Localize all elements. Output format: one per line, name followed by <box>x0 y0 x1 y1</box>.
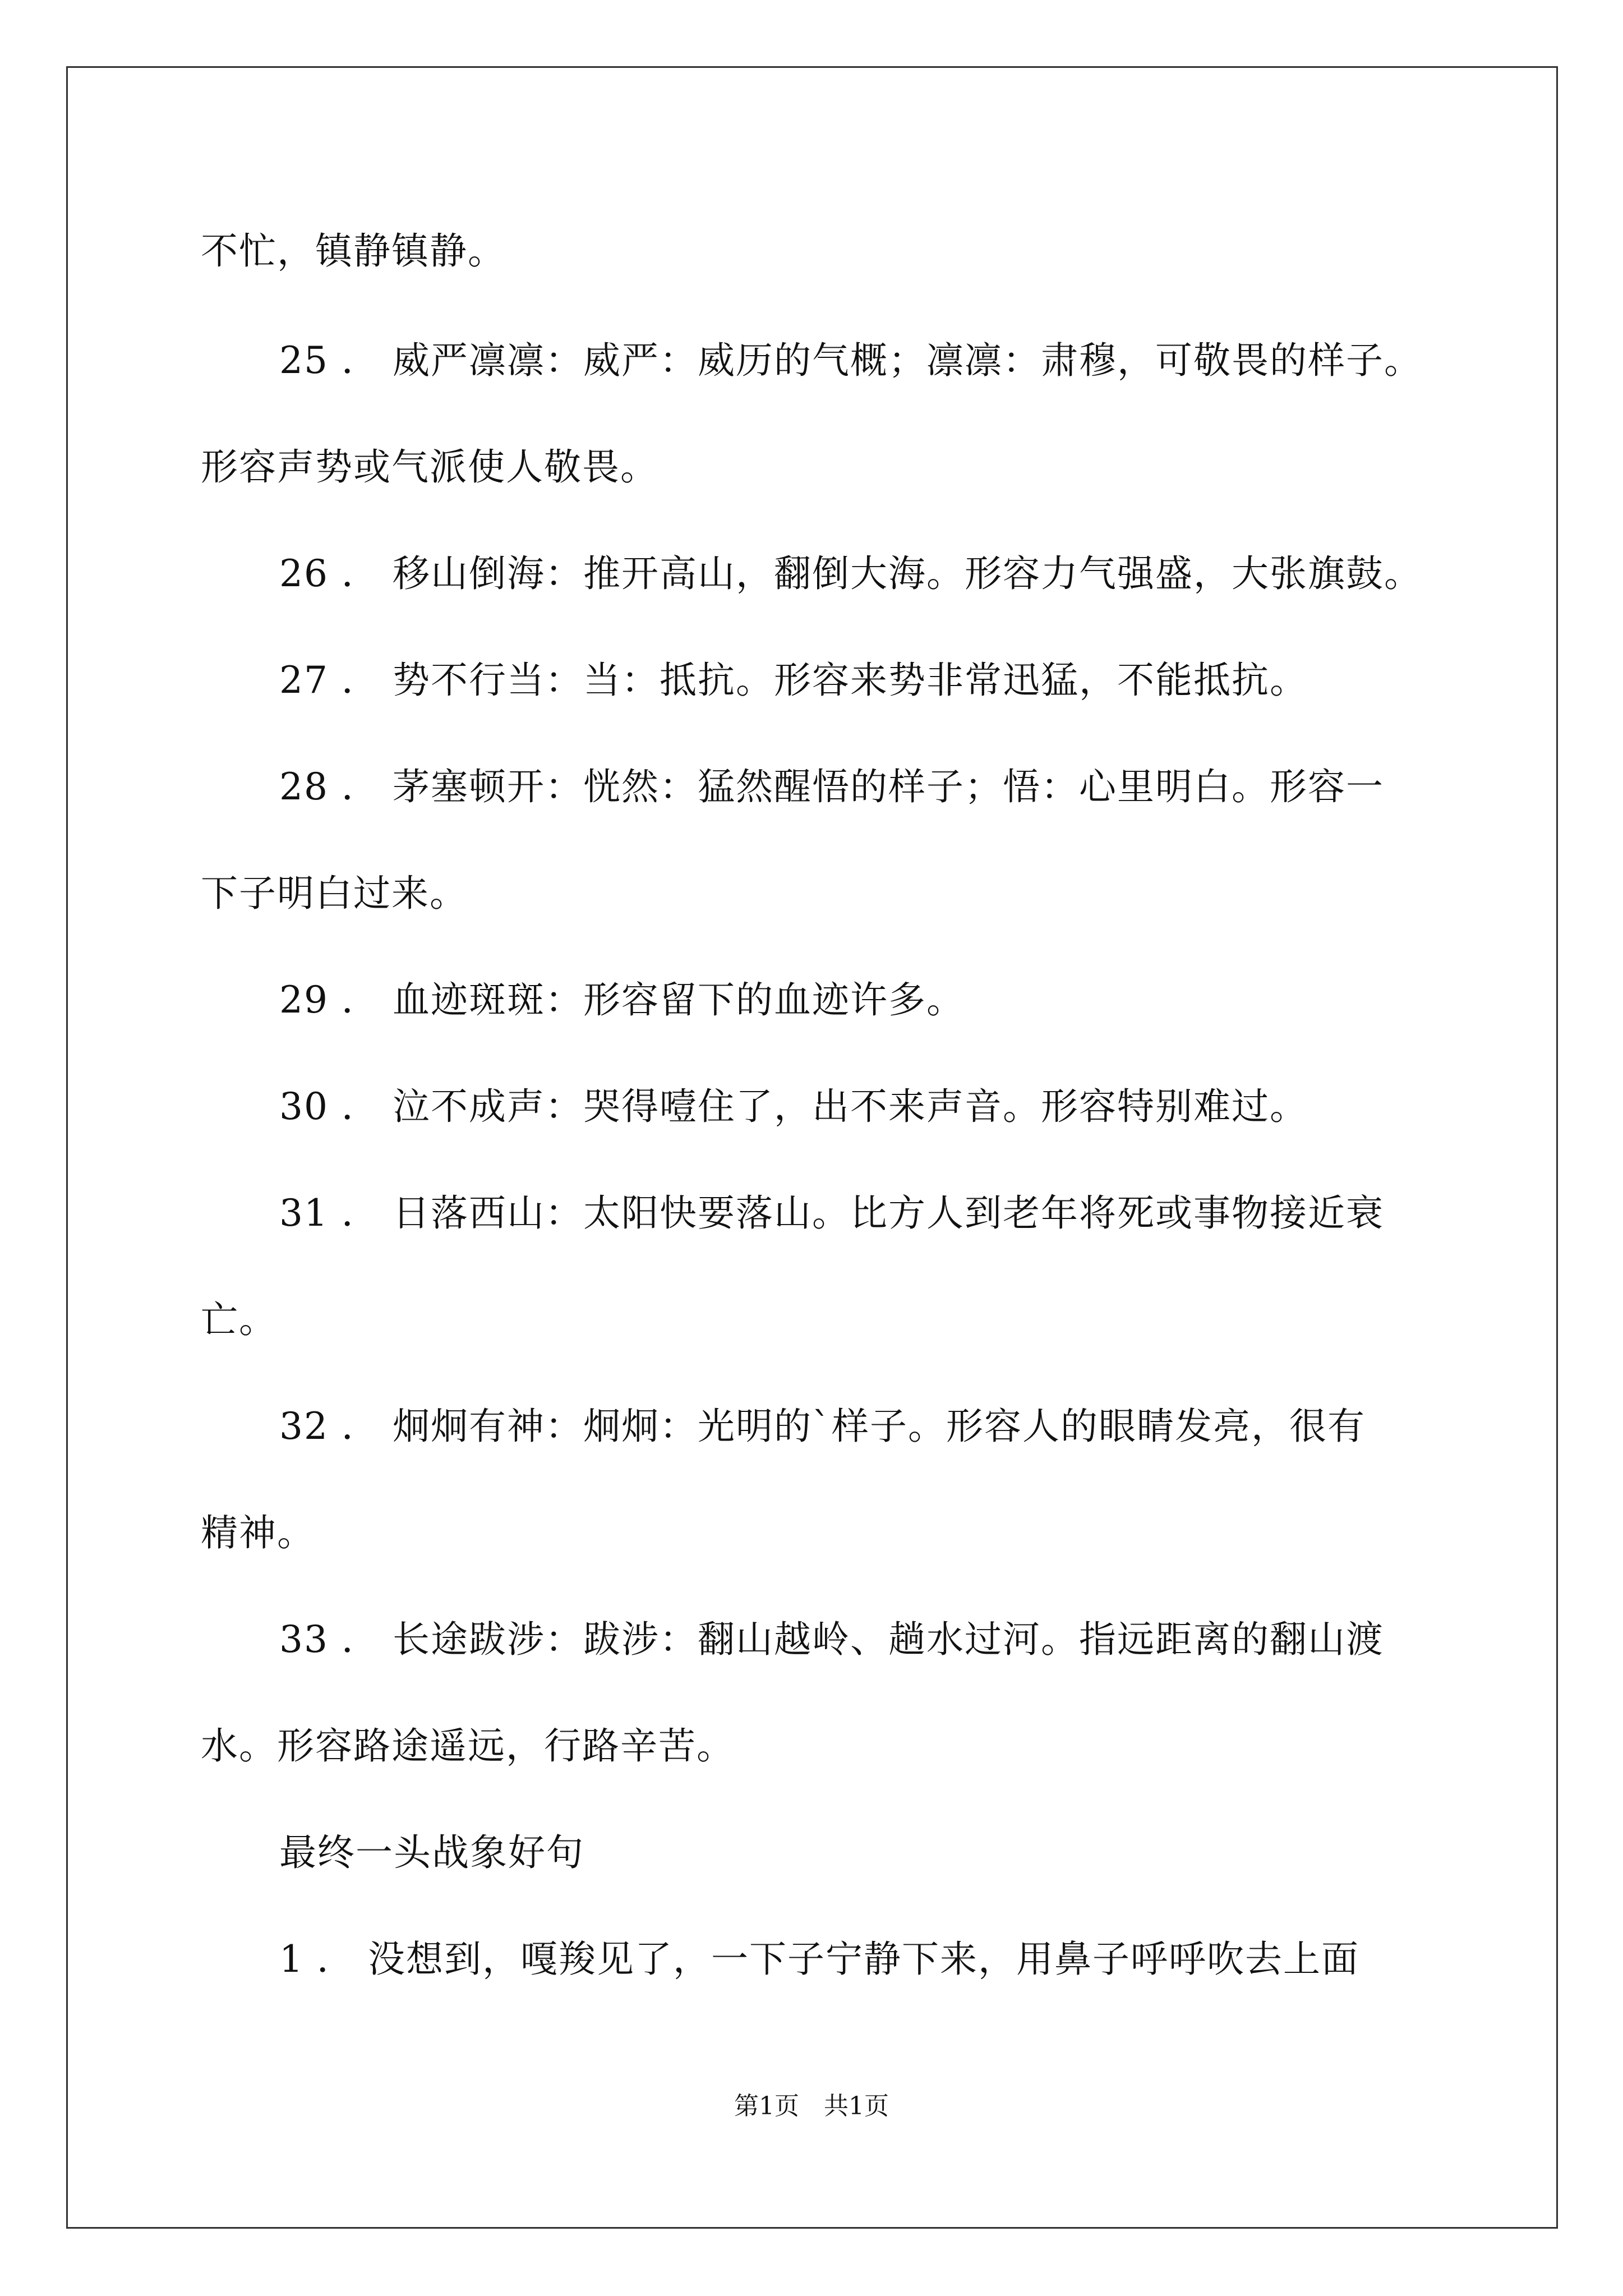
page-border <box>66 66 1558 2229</box>
text-line-item-32-cont: 精神。 <box>201 1511 315 1554</box>
text-line-item-30: 30 ． 泣不成声：哭得噎住了，出不来声音。形容特别难过。 <box>279 1085 1308 1128</box>
text-line-continuation: 不忙，镇静镇静。 <box>201 229 506 273</box>
section-heading: 最终一头战象好句 <box>279 1831 584 1874</box>
text-line-item-27: 27 ． 势不行当：当：抵抗。形容来势非常迅猛，不能抵抗。 <box>279 659 1308 702</box>
text-line-item-28-cont: 下子明白过来。 <box>201 872 468 915</box>
text-line-item-26: 26 ． 移山倒海：推开高山，翻倒大海。形容力气强盛，大张旗鼓。 <box>279 552 1422 595</box>
text-line-item-33-cont: 水。形容路途遥远，行路辛苦。 <box>201 1724 735 1768</box>
text-line-item-33: 33 ． 长途跋涉：跋涉：翻山越岭、趟水过河。指远距离的翻山渡 <box>279 1618 1384 1661</box>
text-line-item-25-cont: 形容声势或气派使人敬畏。 <box>201 445 658 489</box>
page-footer: 第1页 共1页 <box>734 2092 889 2120</box>
text-line-item-31-cont: 亡。 <box>201 1298 277 1341</box>
text-line-item-29: 29 ． 血迹斑斑：形容留下的血迹许多。 <box>279 978 965 1022</box>
text-line-item-31: 31 ． 日落西山：太阳快要落山。比方人到老年将死或事物接近衰 <box>279 1191 1384 1235</box>
text-line-item-32: 32 ． 炯炯有神：炯炯：光明的`样子。形容人的眼睛发亮，很有 <box>279 1405 1366 1448</box>
text-line-item-28: 28 ． 茅塞顿开：恍然：猛然醒悟的样子；悟：心里明白。形容一 <box>279 765 1384 808</box>
text-line-item-25: 25 ． 威严凛凛：威严：威历的气概；凛凛：肃穆，可敬畏的样子。 <box>279 339 1422 382</box>
text-line-item-1: 1 ． 没想到，嘎羧见了，一下子宁静下来，用鼻子呼呼吹去上面 <box>279 1938 1359 1981</box>
